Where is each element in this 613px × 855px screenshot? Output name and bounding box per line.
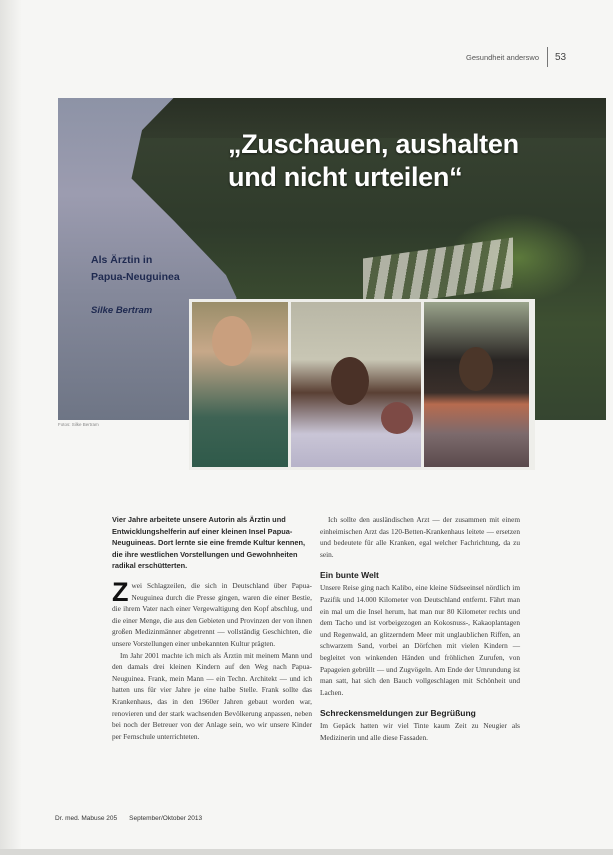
headline-line-1: „Zuschauen, aushalten	[228, 129, 519, 159]
running-head	[452, 49, 602, 65]
baby-shape	[381, 402, 413, 434]
magazine-name: Dr. med. Mabuse 205	[55, 815, 118, 822]
face-shape	[331, 357, 369, 405]
paragraph-text: wei Schlagzeilen, die sich in Deutschland über Papua-Neuguinea durch die Presse gingen, waren die einer Bestie, die ihrem Vater nach einer Vergewaltigung den Kopf abschlug, und die einer Menge, die aus den Gebieten und Provinzen der von ihnen großen Medizinmänner abgetrennt — vollständig Geschichten, die unsere Vorstellungen einer unbekannten Kultur prägten.	[112, 581, 312, 648]
article-intro: Vier Jahre arbeitete unsere Autorin als Ärztin und Entwicklungshelferin auf einer kleinen Insel Papua-Neuguineas. Dort lernte sie eine fremde Kultur kennen, die ihre westlichen Vorstellungen und Gewohnheiten radikal erschütterten.	[112, 515, 306, 570]
face-shape	[212, 316, 252, 366]
author-byline: Silke Bertram	[91, 305, 153, 316]
subheading: Schreckensmeldungen zur Begrüßung	[320, 708, 476, 719]
page-number: 53	[555, 51, 567, 63]
paragraph: Ich sollte den ausländischen Arzt — der zusammen mit einem einheimischen Arzt das 120-Betten-Krankenhaus leitete — ersetzen und bedeutete für alle Kranken, egal welcher Fachrichtung, da zu sein.	[320, 515, 520, 559]
kicker-line-2: Papua-Neuguinea	[91, 271, 180, 283]
paragraph: Im Jahr 2001 machte ich mich als Ärztin mit meinem Mann und den damals drei kleinen Kindern auf den Weg nach Papua-Neuguinea. Frank, mein Mann — ein Techn. Architekt — und ich hatten uns für vier Jahre je eine halbe Stelle. Frank sollte das Krankenhaus, das in den 1960er Jahren gebaut worden war, renovieren und der stark wachsenden Bevölkerung anpassen, neben bei noch der Betreuer von der Anlage sein, wo wir unsere Kinder per Fernschule unterrichteten.	[112, 650, 312, 741]
author-portrait-photo	[192, 302, 288, 467]
kicker-line-1: Als Ärztin in	[91, 254, 153, 266]
article-kicker	[91, 252, 211, 286]
article-column-2	[320, 514, 520, 744]
article-column-1	[112, 577, 312, 742]
paragraph: Im Gepäck hatten wir viel Tinte kaum Zeit zu Neugier als Medizinerin und alle diese Fassaden.	[320, 721, 520, 742]
page-gutter-shadow	[0, 0, 22, 855]
subheading: Ein bunte Welt	[320, 570, 379, 581]
headline-line-2: und nicht urteilen“	[228, 162, 463, 192]
scan-bottom-edge	[0, 849, 613, 855]
section-name: Gesundheit anderswo	[466, 52, 539, 62]
drop-cap: Z	[112, 577, 129, 607]
photo-strip	[189, 299, 535, 470]
face-shape	[459, 347, 493, 391]
article-headline	[228, 128, 588, 194]
issue-date: September/Oktober 2013	[129, 815, 203, 822]
paragraph	[112, 577, 312, 650]
paragraph: Unsere Reise ging nach Kalibo, eine kleine Südseeinsel nördlich im Pazifik und 14.000 Kilometer von Deutschland entfernt. Fährt man ein mal um die Insel herum, hat man nur 80 Kilometer rechts und dem Tacho und ist vorbeigezogen an Kokosnuss-, Kakaoplantagen und Regenwald, an glitzerndem Meer mit unglaublichen Riffen, an schwarzem Sand, vorbei an Dörfchen mit vielen Kindern — begleitet von winkenden Händen und fröhlichen Zurufen, von Papageien gebrüllt — und Zugvögeln. Am Ende der Umrundung ist man satt, hat sich den Bauch vollgeschlagen mit Schönheit und Lachen.	[320, 583, 520, 697]
page-footer	[55, 815, 202, 822]
mother-with-baby-photo	[291, 302, 421, 467]
highlander-portrait-photo	[424, 302, 529, 467]
photo-credit: Fotos: Silke Bertram	[58, 422, 99, 427]
